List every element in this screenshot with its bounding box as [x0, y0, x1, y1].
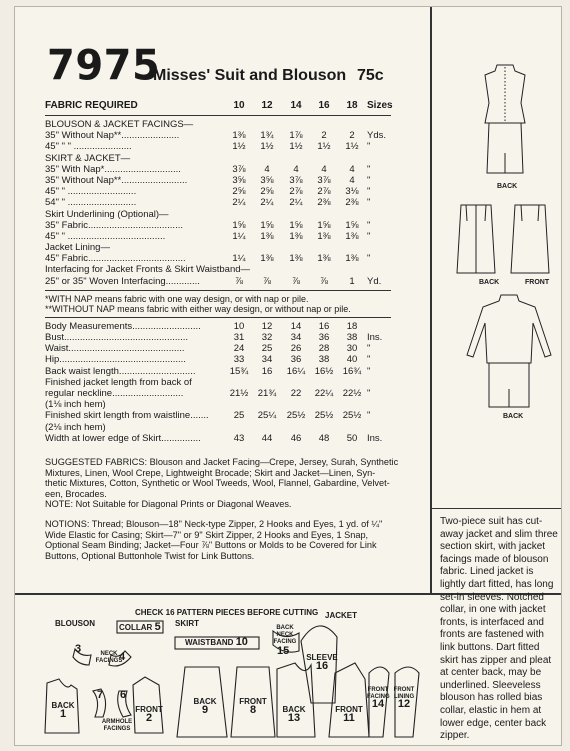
- size-value: 16½: [314, 365, 334, 377]
- size-value: 46: [290, 432, 302, 444]
- column-divider: [430, 7, 432, 593]
- illustration-label: FRONT: [525, 279, 550, 286]
- size-value: 14: [290, 320, 302, 332]
- piece-waistband: [185, 638, 248, 647]
- size-value: 44: [261, 432, 273, 444]
- pattern-envelope-back: [14, 6, 562, 746]
- row-label: Width at lower edge of Skirt...............: [45, 432, 201, 444]
- size-value: 2⅜: [317, 197, 331, 209]
- piece-label: FRONT: [239, 697, 267, 706]
- size-value: 1: [349, 275, 355, 287]
- size-value: 1⅝: [260, 219, 274, 231]
- size-value: 36: [290, 354, 302, 366]
- table-heading: FABRIC REQUIRED: [45, 100, 138, 111]
- size-value: 2¼: [289, 197, 303, 209]
- unit: ": [367, 174, 371, 186]
- suggested-fabrics: SUGGESTED FABRICS: Blouson and Jacket Facing—Crepe, Jersey, Surah, Synthetic Mixtures, Linen, Wool Crepe, Lightweight Brocade; Skirt and Jacket—Linen, Syn- thetic Mixtures, Cotton, Synthetic or Wool Tweeds, Wool, Flannel, Gabardine, Velvet- een, Brocades. NOTE: Not Suitable for Diagonal Prints or Diagonal Weaves.: [45, 457, 399, 510]
- table-row: [45, 377, 425, 388]
- size-value: 1⅜: [289, 230, 303, 242]
- size-value: 38: [346, 332, 358, 343]
- style-description: Two-piece suit has cut- away jacket and slim three section skirt, with jacket facings made of blouson fabric. Lined jacket is lightly dart fitted, has long set-in sleeves. Notched collar, in one with jacket fronts, is interfaced and fronts are fastened with link buttons. Dart fitted skirt has zipper and pleat at center back, may be underlined. Sleeveless blouson has rolled bias collar, elastic in hem at lower edge, center back zipper.: [440, 516, 558, 742]
- piece-number: 4: [119, 651, 126, 663]
- nap-note: *WITH NAP means fabric with one way design, or with nap or pile.: [45, 293, 309, 304]
- blouson-label: BLOUSON: [55, 619, 95, 628]
- rule: [45, 115, 391, 116]
- size-value: 48: [318, 432, 330, 444]
- table-row: [45, 388, 425, 399]
- unit: ": [367, 354, 371, 366]
- unit: Ins.: [367, 432, 383, 444]
- piece-number: 1: [59, 708, 67, 720]
- table-row: [45, 321, 425, 332]
- size-value: 1⅝: [317, 219, 331, 231]
- size-value: 1⅜: [289, 253, 303, 265]
- size-value: 15¾: [229, 365, 249, 377]
- unit: Yds.: [367, 130, 387, 142]
- fabric-required-table: [45, 99, 425, 444]
- size-value: 43: [233, 432, 245, 444]
- size-col: 14: [290, 100, 302, 111]
- piece-number: 11: [343, 712, 355, 724]
- size-value: 1½: [317, 141, 331, 153]
- piece-neck-facings-label: NECK FACINGS: [95, 651, 123, 664]
- size-value: 22¼: [314, 387, 334, 399]
- size-value: 1¼: [232, 253, 246, 265]
- row-label: BLOUSON & JACKET FACINGS—: [45, 119, 194, 130]
- sizes-label: Sizes: [367, 100, 393, 111]
- notions: NOTIONS: Thread; Blouson—18" Neck-type Zipper, 2 Hooks and Eyes, 1 yd. of ¼" Wide Elastic for Casing; Skirt—7" or 9" Skirt Zipper, 2 Hooks and Eyes, 1 Snap, Optional Seam Binding; Jacket—Four ⅞" Buttons or Molds to be Covered for Link Buttons, Optional Buttonhole Twist for Link Buttons.: [45, 519, 383, 561]
- price: 75c: [357, 67, 384, 84]
- table-row: [45, 220, 425, 231]
- piece-skirt-back: [189, 697, 221, 715]
- size-value: 1⅜: [345, 253, 359, 265]
- size-col: 10: [233, 100, 245, 111]
- size-value: 40: [346, 354, 358, 366]
- size-value: 31: [233, 332, 245, 343]
- size-value: 1¾: [260, 130, 274, 142]
- piece-front-lining: [393, 687, 415, 708]
- table-row: [45, 410, 425, 421]
- piece-jacket-front: [333, 705, 365, 723]
- row-label: Bust...............................................: [45, 332, 189, 343]
- size-value: 2: [349, 130, 355, 142]
- piece-number: 12: [397, 698, 411, 710]
- fabric-rows: [45, 119, 425, 287]
- blouson-back-illustration: [455, 63, 555, 183]
- size-value: 3⅝: [260, 174, 274, 186]
- table-row: [45, 119, 425, 130]
- piece-number: 9: [201, 704, 209, 716]
- size-value: 1⅜: [317, 230, 331, 242]
- piece-number: 6: [120, 689, 127, 701]
- piece-number: 2: [145, 712, 153, 724]
- table-row: [45, 164, 425, 175]
- size-value: 1½: [260, 141, 274, 153]
- size-value: 1½: [232, 141, 246, 153]
- unit: ": [367, 141, 371, 153]
- piece-label: FRONT: [135, 705, 163, 714]
- size-value: 1½: [345, 141, 359, 153]
- piece-collar: [119, 623, 161, 632]
- size-value: 16: [318, 320, 330, 332]
- size-value: ⅞: [320, 275, 328, 287]
- row-label: 35" Without Nap**.........................: [45, 174, 188, 186]
- row-label: 45" Fabric.....................................: [45, 253, 186, 265]
- size-value: 1⅜: [317, 253, 331, 265]
- size-value: 34: [290, 332, 302, 343]
- size-value: 10: [233, 320, 245, 332]
- body-measurement-rows: [45, 321, 425, 444]
- row-label: 54" " ..........................: [45, 197, 137, 209]
- piece-number: 3: [75, 643, 82, 655]
- unit: ": [367, 186, 371, 198]
- unit: Yd.: [367, 275, 382, 287]
- table-row: [45, 253, 425, 264]
- size-value: 1¼: [232, 230, 246, 242]
- piece-number: 10: [235, 636, 248, 648]
- row-label: 25" or 35" Woven Interfacing.............: [45, 275, 200, 287]
- size-value: 2⅞: [289, 186, 303, 198]
- size-value: 1⅜: [260, 253, 274, 265]
- skirt-illustrations: [455, 203, 555, 277]
- unit: ": [367, 219, 371, 231]
- size-value: 16¼: [286, 365, 306, 377]
- row-label: 35" With Nap*.............................: [45, 163, 181, 175]
- row-label: regular neckline...........................: [45, 387, 184, 399]
- description-divider: [430, 508, 561, 509]
- size-value: 2¼: [232, 197, 246, 209]
- size-value: 3⅛: [345, 186, 359, 198]
- size-value: 24: [233, 343, 245, 355]
- jacket-back-illustration: [459, 293, 559, 411]
- jacket-label: JACKET: [325, 611, 358, 620]
- unit: ": [367, 197, 371, 209]
- row-label: Waist............................................: [45, 343, 185, 355]
- size-value: 3⅞: [317, 174, 331, 186]
- row-label: 35" Without Nap**......................: [45, 130, 180, 142]
- size-value: 4: [349, 174, 355, 186]
- piece-number: 16: [315, 660, 329, 672]
- size-value: 2⅞: [317, 186, 331, 198]
- piece-number: 13: [287, 712, 301, 724]
- size-value: 1½: [289, 141, 303, 153]
- piece-number: 14: [371, 698, 385, 710]
- piece-label: FRONT: [335, 705, 363, 714]
- size-value: 25½: [342, 410, 362, 422]
- piece-back-neck-facing-label: BACK NECK FACING: [273, 625, 297, 645]
- row-label: Interfacing for Jacket Fronts & Skirt Waistband—: [45, 264, 251, 276]
- size-value: 1⅞: [289, 130, 303, 142]
- piece-blouson-front: [135, 705, 163, 723]
- unit: ": [367, 163, 371, 175]
- table-row: [45, 399, 425, 410]
- piece-label: WAISTBAND: [185, 638, 234, 647]
- size-value: ⅞: [235, 275, 243, 287]
- size-value: 26: [290, 343, 302, 355]
- size-value: 2⅜: [345, 197, 359, 209]
- row-label: 45" " .....................................: [45, 230, 166, 242]
- size-value: 18: [346, 320, 358, 332]
- unit: ": [367, 343, 371, 355]
- size-col: 12: [261, 100, 273, 111]
- size-value: 25½: [314, 410, 334, 422]
- table-row: [45, 130, 425, 141]
- row-label: (1⅛ inch hem): [45, 399, 106, 411]
- size-value: 22½: [342, 387, 362, 399]
- row-label: 45" " ..........................: [45, 186, 137, 198]
- pattern-number: 7975: [47, 41, 161, 91]
- illustration-label: BACK: [503, 413, 524, 420]
- size-value: 16: [261, 365, 273, 377]
- row-label: 35" Fabric....................................: [45, 219, 183, 231]
- size-col: 18: [346, 100, 358, 111]
- size-value: 50: [346, 432, 358, 444]
- table-row: [45, 153, 425, 164]
- row-label: Back waist length.............................: [45, 365, 196, 377]
- size-value: 33: [233, 354, 245, 366]
- pattern-title: Misses' Suit and Blouson: [153, 67, 347, 84]
- size-value: 21¾: [257, 387, 277, 399]
- piece-number: 5: [154, 621, 161, 633]
- rule: [45, 317, 391, 318]
- illustration-label: BACK: [479, 279, 500, 286]
- table-row: [45, 276, 425, 287]
- size-value: 1⅜: [260, 230, 274, 242]
- size-value: 22: [290, 387, 302, 399]
- size-value: 16¾: [342, 365, 362, 377]
- piece-label: COLLAR: [119, 623, 153, 632]
- size-value: 1⅝: [345, 219, 359, 231]
- size-value: ⅞: [292, 275, 300, 287]
- skirt-label: SKIRT: [175, 619, 199, 628]
- piece-number: 8: [249, 704, 257, 716]
- size-value: 21½: [229, 387, 249, 399]
- table-row: [45, 186, 425, 197]
- size-value: 28: [318, 343, 330, 355]
- table-row: [45, 433, 425, 444]
- size-value: 32: [261, 332, 273, 343]
- unit: ": [367, 253, 371, 265]
- piece-label: BACK: [193, 697, 217, 706]
- illustration-label: BACK: [497, 183, 518, 190]
- row-label: SKIRT & JACKET—: [45, 152, 131, 164]
- size-value: 2: [321, 130, 327, 142]
- piece-label: FRONT LINING: [393, 687, 415, 700]
- table-row: [45, 354, 425, 365]
- table-row: [45, 242, 425, 253]
- piece-label: BACK: [51, 701, 75, 710]
- size-value: 25: [233, 410, 245, 422]
- piece-number: 15: [277, 645, 290, 657]
- check-pieces-line: CHECK 16 PATTERN PIECES BEFORE CUTTING: [135, 608, 319, 617]
- table-row: [45, 332, 425, 343]
- table-row: [45, 141, 425, 152]
- unit: ": [367, 410, 371, 422]
- row-label: Finished skirt length from waistline.......: [45, 410, 209, 422]
- piece-label: FRONT FACING: [367, 687, 390, 700]
- size-col: 16: [318, 100, 330, 111]
- row-label: (2⅛ inch hem): [45, 421, 106, 433]
- table-row: [45, 175, 425, 186]
- size-value: 34: [261, 354, 273, 366]
- size-value: 2⅝: [260, 186, 274, 198]
- size-value: 2⅝: [232, 186, 246, 198]
- size-value: 4: [321, 163, 327, 175]
- size-value: 12: [261, 320, 273, 332]
- size-value: 1⅝: [289, 219, 303, 231]
- size-value: 1⅜: [232, 130, 246, 142]
- size-value: 25¼: [257, 410, 277, 422]
- size-value: 1⅜: [345, 230, 359, 242]
- size-value: 25½: [286, 410, 306, 422]
- table-row: [45, 231, 425, 242]
- size-value: 1⅝: [232, 219, 246, 231]
- table-row: [45, 209, 425, 220]
- size-value: 36: [318, 332, 330, 343]
- table-row: [45, 343, 425, 354]
- piece-label: SLEEVE: [306, 653, 338, 662]
- size-value: 3⅞: [289, 174, 303, 186]
- unit: ": [367, 387, 371, 399]
- size-value: 2¼: [260, 197, 274, 209]
- table-row: [45, 366, 425, 377]
- row-label: Skirt Underlining (Optional)—: [45, 208, 169, 220]
- unit: Ins.: [367, 332, 383, 343]
- size-value: ⅞: [263, 275, 271, 287]
- row-label: Hip................................................: [45, 354, 186, 366]
- piece-sleeve: [305, 653, 339, 671]
- table-header: [45, 99, 425, 113]
- size-value: 4: [293, 163, 299, 175]
- table-row: [45, 422, 425, 433]
- piece-skirt-front: [237, 697, 269, 715]
- row-label: Finished jacket length from back of: [45, 376, 192, 388]
- piece-jacket-back: [279, 705, 309, 723]
- piece-blouson-back: [51, 701, 75, 719]
- piece-armhole-facings-label: ARMHOLE FACINGS: [101, 719, 133, 732]
- unit: ": [367, 365, 371, 377]
- size-value: 3⅞: [232, 163, 246, 175]
- piece-number: 7: [97, 689, 104, 701]
- row-label: Jacket Lining—: [45, 242, 110, 254]
- table-row: [45, 197, 425, 208]
- piece-label: BACK: [282, 705, 306, 714]
- table-row: [45, 264, 425, 275]
- unit: ": [367, 230, 371, 242]
- size-value: 25: [261, 343, 273, 355]
- size-value: 4: [349, 163, 355, 175]
- size-value: 30: [346, 343, 358, 355]
- piece-front-facing: [367, 687, 389, 708]
- row-label: Body Measurements..........................: [45, 320, 201, 332]
- size-value: 3⅝: [232, 174, 246, 186]
- size-value: 4: [264, 163, 270, 175]
- rule: [45, 290, 391, 291]
- row-label: 45" " " ......................: [45, 141, 132, 153]
- size-value: 38: [318, 354, 330, 366]
- nap-note: **WITHOUT NAP means fabric with either way design, or without nap or pile.: [45, 304, 351, 315]
